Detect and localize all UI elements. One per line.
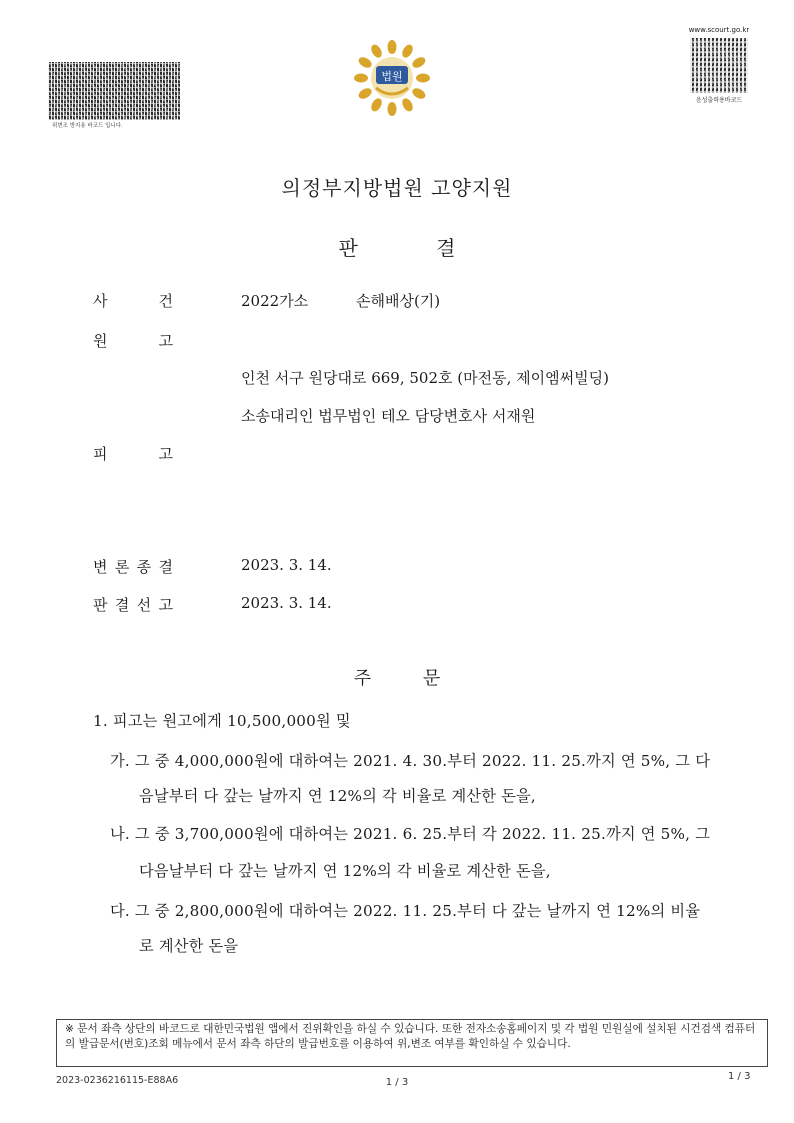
case-name: 손해배상(기) [356,292,441,310]
page-number-center: 1 / 3 [385,1077,409,1088]
label-case: 사 건 [93,292,173,310]
voice-qr-code [690,38,748,93]
order-na-line-1: 나. 그 중 3,700,000원에 대하여는 2021. 6. 25.부터 각 2022. 11. 25.까지 연 5%, 그 [110,825,711,843]
authentication-barcode [48,62,180,120]
emblem-text: 법원 [381,70,403,83]
page-number-right: 1 / 3 [728,1071,751,1082]
order-ga-line-2: 음날부터 다 갚는 날까지 연 12%의 각 비율로 계산한 돈을, [139,787,536,805]
order-da-line-2: 로 계산한 돈을 [139,937,239,955]
issue-number: 2023-0236216115-E88A6 [56,1075,179,1086]
order-da-line-1: 다. 그 중 2,800,000원에 대하여는 2022. 11. 25.부터 다 갚는 날까지 연 12%의 비율 [110,902,701,920]
label-defendant: 피 고 [93,445,173,463]
order-line-1: 1. 피고는 원고에게 10,500,000원 및 [93,712,351,730]
qr-url: www.scourt.go.kr [688,26,750,34]
label-closing: 변 론 종 결 [93,558,173,576]
order-ga-line-1: 가. 그 중 4,000,000원에 대하여는 2021. 4. 30.부터 2022. 11. 25.까지 연 5%, 그 다 [110,752,711,770]
qr-caption: 음성출력용바코드 [695,97,743,104]
label-plaintiff: 원 고 [93,332,173,350]
closing-date: 2023. 3. 14. [241,556,332,574]
document-title: 판 결 [338,236,456,260]
verification-notice: ※ 문서 좌측 상단의 바코드로 대한민국법원 앱에서 진위확인을 하실 수 있습니다. 또한 전자소송홈페이지 및 각 법원 민원실에 설치된 시건검색 컴퓨터의 발급문서(번호)조회 메뉴에서 문서 좌측 하단의 발급번호를 이용하여 위,변조 여부를 확인하실 수 있습니다. [56,1019,768,1067]
section-title-order: 주 문 [353,668,441,689]
court-emblem-icon [352,38,432,116]
barcode-caption: 위변조 방지용 바코드 입니다. [52,123,123,129]
case-number: 2022가소 [241,292,309,310]
order-na-line-2: 다음날부터 다 갚는 날까지 연 12%의 각 비율로 계산한 돈을, [139,862,551,880]
plaintiff-agent: 소송대리인 법무법인 테오 담당변호사 서재원 [241,407,536,425]
label-judgment: 판 결 선 고 [93,596,173,614]
court-name: 의정부지방법원 고양지원 [281,176,513,200]
judgment-date: 2023. 3. 14. [241,594,332,612]
plaintiff-address: 인천 서구 원당대로 669, 502호 (마전동, 제이엠써빌딩) [241,369,609,387]
